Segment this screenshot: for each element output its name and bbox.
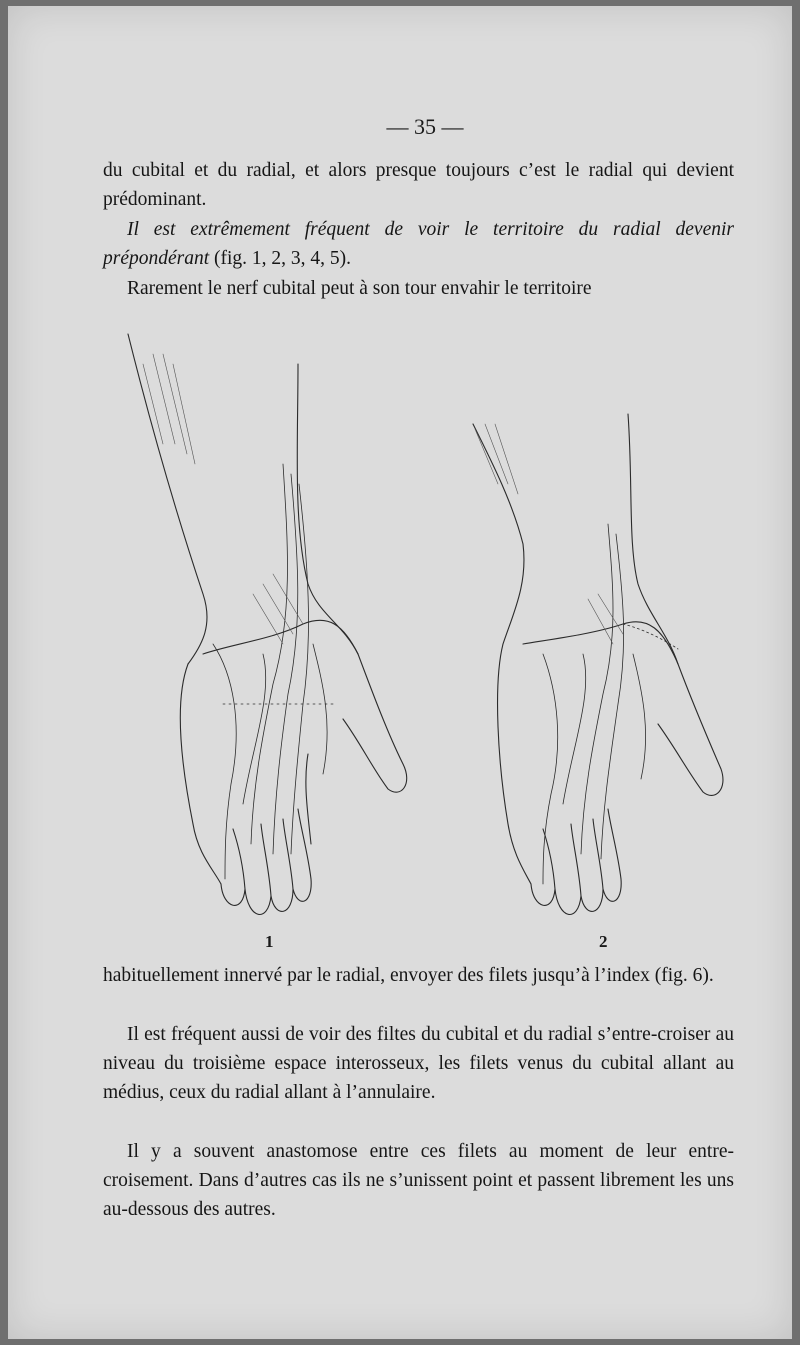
- paragraph-6: Il y a souvent anastomose entre ces filets au moment de leur entre-croisement. Dans d’autres cas ils ne s’unissent point et passent librement les uns au-dessous des autres.: [103, 1141, 734, 1220]
- hand-figure-2: [473, 414, 723, 914]
- page-number: — 35 —: [386, 114, 464, 139]
- paragraph-2-italic: Il est extrêmement fréquent de voir le territoire du radial devenir prépondérant: [103, 219, 734, 269]
- hands-illustration: [103, 324, 743, 964]
- paragraph-2-rest: (fig. 1, 2, 3, 4, 5).: [209, 248, 352, 269]
- book-page: [8, 6, 792, 1339]
- figure-label-1: 1: [265, 932, 274, 951]
- paragraph-4: habituellement innervé par le radial, envoyer des filets jusqu’à l’index (fig. 6).: [103, 965, 714, 986]
- figure-label-2: 2: [599, 932, 608, 951]
- hand-figure-1: [128, 334, 407, 914]
- hand-nerve-figure: [103, 324, 743, 964]
- paragraph-2: [103, 215, 734, 273]
- paragraph-3: Rarement le nerf cubital peut à son tour envahir le territoire: [127, 278, 592, 299]
- paragraph-1: du cubital et du radial, et alors presque toujours c’est le radial qui devient prédominant.: [103, 160, 734, 210]
- paragraph-5: Il est fréquent aussi de voir des filtes du cubital et du radial s’entre-croiser au niveau du troisième espace interosseux, les filets venus du cubital allant au médius, ceux du radial allant à l’annulaire.: [103, 1024, 734, 1103]
